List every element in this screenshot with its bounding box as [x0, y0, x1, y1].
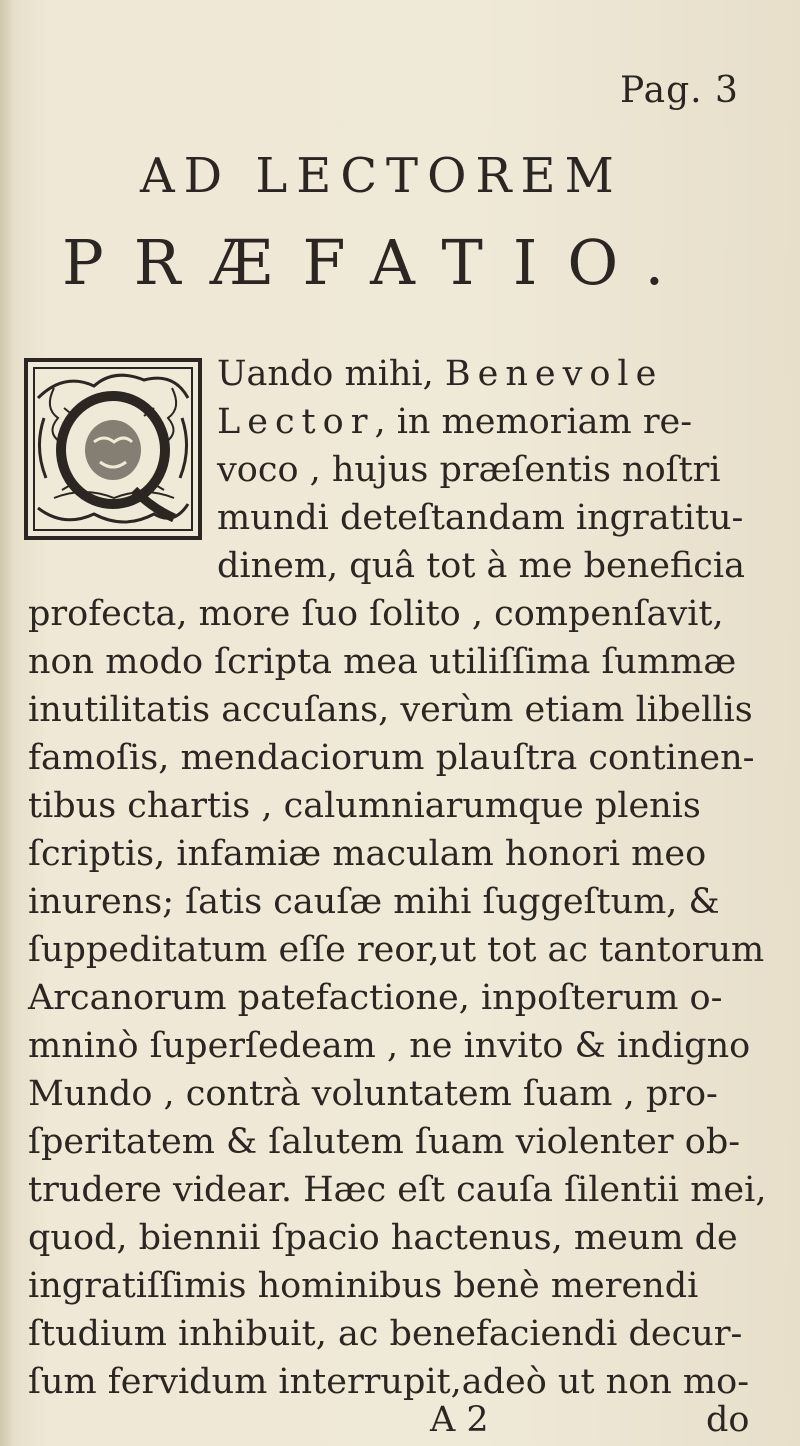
text-line: ingratiſſimis hominibus benè merendi [28, 1266, 699, 1306]
text-line: ſum fervidum interrupit,adeò ut non mo- [28, 1362, 750, 1402]
text-line: ſtudium inhibuit, ac benefaciendi decur- [28, 1314, 743, 1354]
text-line: profecta, more ſuo ſolito , compenſavit, [28, 594, 724, 634]
text-line: quod, biennii ſpacio hactenus, meum de [28, 1218, 738, 1258]
text-line: non modo ſcripta mea utiliſſima ſummæ [28, 642, 737, 682]
page-edge [0, 0, 14, 1446]
text-line: mninò ſuperſedeam , ne invito & indigno [28, 1026, 751, 1066]
text-line: trudere videar. Hæc eſt cauſa ſilentii mei, [28, 1170, 767, 1210]
text-line: ſuppeditatum eſſe reor,ut tot ac tantorum [28, 930, 765, 970]
text-line: inutilitatis accuſans, verùm etiam libellis [28, 690, 753, 730]
text-line: voco , hujus præſentis noſtri [217, 450, 721, 490]
decorated-initial-q-icon [24, 358, 202, 540]
text-line: dinem, quâ tot à me beneficia [217, 546, 745, 586]
text-line: inurens; ſatis cauſæ mihi ſuggeſtum, & [28, 882, 720, 922]
text-line: ſcriptis, infamiæ maculam honori meo [28, 834, 707, 874]
signature-mark: A 2 [430, 1400, 489, 1440]
title-line-2: PRÆFATIO. [62, 226, 695, 299]
page-number: Pag. 3 [620, 70, 739, 111]
text-line: Lector, in memoriam re- [217, 402, 693, 442]
catchword: do [706, 1400, 750, 1440]
text-line: Arcanorum patefactione, inpoſterum o- [28, 978, 723, 1018]
text-line: mundi deteſtandam ingratitu- [217, 498, 744, 538]
text-line: tibus chartis , calumniarumque plenis [28, 786, 701, 826]
text-line: famoſis, mendaciorum plauſtra continen- [28, 738, 755, 778]
text-line: Uando mihi, Benevole [217, 354, 664, 394]
text-line: Mundo , contrà voluntatem ſuam , pro- [28, 1074, 718, 1114]
text-line: ſperitatem & ſalutem ſuam violenter ob- [28, 1122, 741, 1162]
title-line-1: AD LECTOREM [140, 148, 623, 204]
